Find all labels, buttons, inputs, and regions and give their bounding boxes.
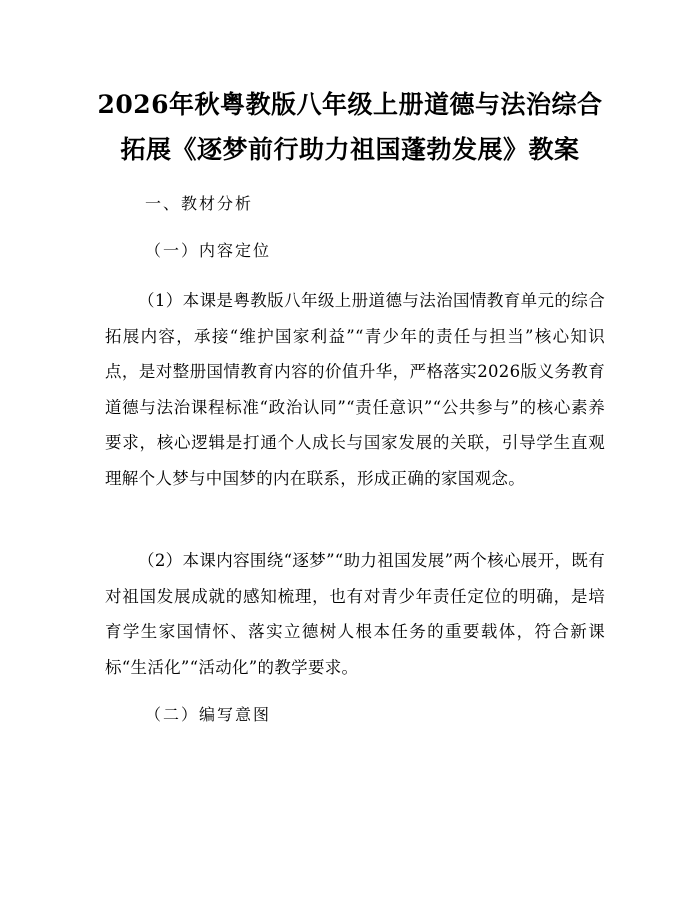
section-heading-textbook-analysis: 一、教材分析 <box>145 194 254 213</box>
subsection-heading-content-positioning: （一）内容定位 <box>145 241 272 260</box>
subsection-heading-writing-intent: （二）编写意图 <box>145 705 272 724</box>
paragraph-content-positioning-1: （1）本课是粤教版八年级上册道德与法治国情教育单元的综合拓展内容，承接“维护国家利益”“青少年的责任与担当”核心知识点，是对整册国情教育内容的价值升华，严格落实2026版义务教育道德与法治课程标准“政治认同”“责任意识”“公共参与”的核心素养要求，核心逻辑是打通个人成长与国家发展的关联，引导学生直观理解个人梦与中国梦的内在联系，形成正确的家国观念。 <box>105 291 605 488</box>
document-title-line-2: 拓展《逐梦前行助力祖国蓬勃发展》教案 <box>120 135 580 164</box>
paragraph-content-positioning-2: （2）本课内容围绕“逐梦”“助力祖国发展”两个核心展开，既有对祖国发展成就的感知梳理，也有对青少年责任定位的明确，是培育学生家国情怀、落实立德树人根本任务的重要载体，符合新课标“生活化”“活动化”的教学要求。 <box>105 551 605 677</box>
document-title-line-1: 2026年秋粤教版八年级上册道德与法治综合 <box>97 90 603 119</box>
